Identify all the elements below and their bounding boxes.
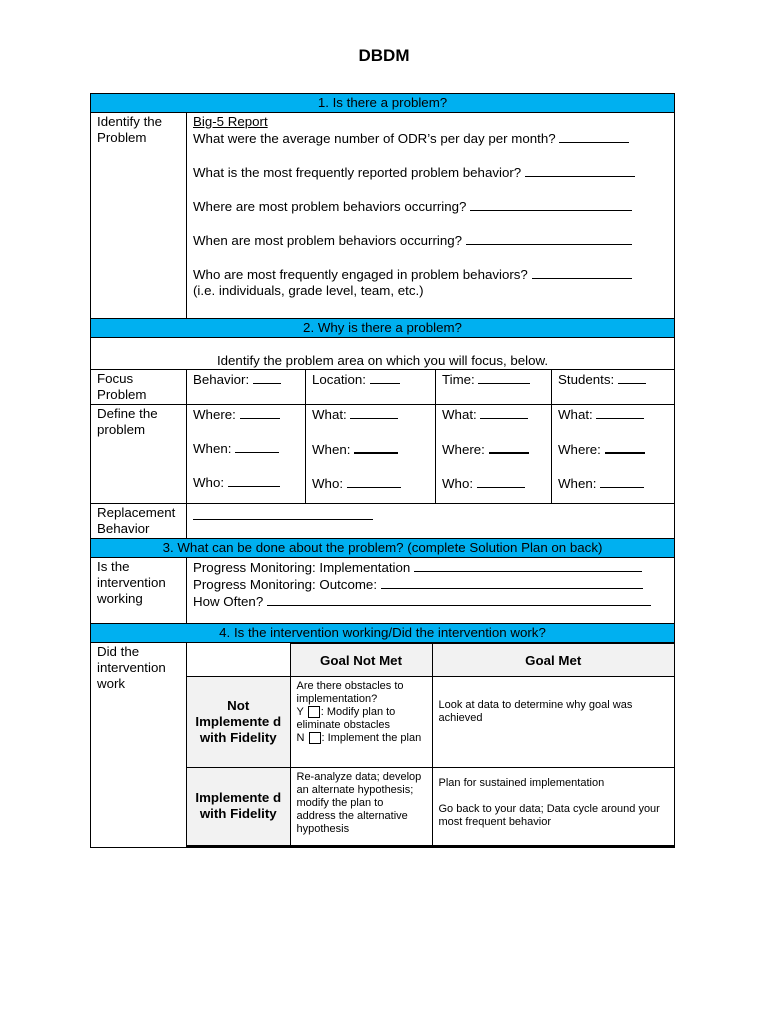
question-who-note: (i.e. individuals, grade level, team, etc.)	[193, 283, 424, 298]
answer-blank[interactable]	[240, 406, 280, 419]
answer-blank[interactable]	[370, 371, 400, 384]
goal-matrix	[187, 643, 674, 847]
question-where: Where are most problem behaviors occurring?	[193, 198, 668, 215]
progress-monitoring-list: Progress Monitoring: Implementation Progress Monitoring: Outcome: How Often?	[187, 558, 675, 624]
answer-blank[interactable]	[600, 475, 644, 488]
answer-blank[interactable]	[414, 559, 642, 572]
define-behavior-col: Where: When: Who:	[187, 405, 306, 504]
answer-blank[interactable]	[350, 406, 398, 419]
question-when: When are most problem behaviors occurring?	[193, 232, 668, 249]
replacement-behavior-field	[187, 504, 675, 539]
implemented-row-header: Implemente d with Fidelity	[187, 768, 290, 846]
focus-time: Time:	[436, 370, 552, 405]
not-implemented-row-header: Not Implemente d with Fidelity	[187, 677, 290, 768]
yes-checkbox[interactable]	[308, 706, 320, 718]
section-1-questions	[187, 113, 675, 319]
replacement-behavior-label: Replacement Behavior	[91, 504, 187, 539]
answer-blank[interactable]	[605, 440, 645, 454]
answer-blank[interactable]	[489, 440, 529, 454]
answer-blank[interactable]	[559, 130, 629, 143]
dbdm-table	[90, 93, 675, 848]
focus-behavior: Behavior:	[187, 370, 306, 405]
answer-blank[interactable]	[480, 406, 528, 419]
answer-blank[interactable]	[618, 371, 646, 384]
answer-blank[interactable]	[347, 475, 401, 488]
define-location-col: What: When: Who:	[306, 405, 436, 504]
define-time-col: What: Where: Who:	[436, 405, 552, 504]
answer-blank[interactable]	[267, 593, 651, 606]
answer-blank[interactable]	[381, 576, 643, 589]
focus-instruction: Identify the problem area on which you will focus, below.	[91, 338, 675, 370]
goal-matrix-cell	[187, 643, 675, 848]
not-implemented-goal-met: Look at data to determine why goal was achieved	[432, 677, 674, 768]
answer-blank[interactable]	[253, 371, 281, 384]
question-who: Who are most frequently engaged in problem behaviors?	[193, 266, 668, 283]
implemented-goal-not-met: Re-analyze data; develop an alternate hypothesis; modify the plan to address the alternative hypothesis	[290, 768, 432, 846]
implemented-goal-met: Plan for sustained implementation Go back to your data; Data cycle around your most frequent behavior	[432, 768, 674, 846]
section-1-header: 1. Is there a problem?	[91, 94, 675, 113]
intervention-work-label: Did the intervention work	[91, 643, 187, 848]
answer-blank[interactable]	[193, 507, 373, 520]
answer-blank[interactable]	[477, 475, 525, 488]
answer-blank[interactable]	[596, 406, 644, 419]
intervention-working-label: Is the intervention working	[91, 558, 187, 624]
section-2-header: 2. Why is there a problem?	[91, 319, 675, 338]
define-problem-label: Define the problem	[91, 405, 187, 504]
answer-blank[interactable]	[532, 266, 632, 279]
document-title: DBDM	[358, 46, 410, 65]
section-3-header: 3. What can be done about the problem? (complete Solution Plan on back)	[91, 539, 675, 558]
answer-blank[interactable]	[354, 440, 398, 454]
identify-problem-label: Identify the Problem	[91, 113, 187, 319]
not-implemented-goal-not-met: Are there obstacles to implementation? Y : Modify plan to eliminate obstacles N : Implement the plan	[290, 677, 432, 768]
focus-problem-label: Focus Problem	[91, 370, 187, 405]
answer-blank[interactable]	[525, 164, 635, 177]
dbdm-form	[90, 93, 674, 848]
answer-blank[interactable]	[235, 440, 279, 453]
goal-met-header: Goal Met	[432, 644, 674, 677]
answer-blank[interactable]	[470, 198, 632, 211]
question-odr: What were the average number of ODR’s per day per month?	[193, 130, 668, 147]
goal-not-met-header: Goal Not Met	[290, 644, 432, 677]
big5-report-label: Big-5 Report	[193, 114, 268, 129]
define-students-col: What: Where: When:	[552, 405, 675, 504]
goal-matrix-corner	[187, 644, 290, 677]
answer-blank[interactable]	[478, 371, 530, 384]
answer-blank[interactable]	[228, 474, 280, 487]
section-4-header: 4. Is the intervention working/Did the intervention work?	[91, 624, 675, 643]
no-checkbox[interactable]	[309, 732, 321, 744]
question-behavior: What is the most frequently reported problem behavior?	[193, 164, 668, 181]
focus-location: Location:	[306, 370, 436, 405]
focus-students: Students:	[552, 370, 675, 405]
answer-blank[interactable]	[466, 232, 632, 245]
